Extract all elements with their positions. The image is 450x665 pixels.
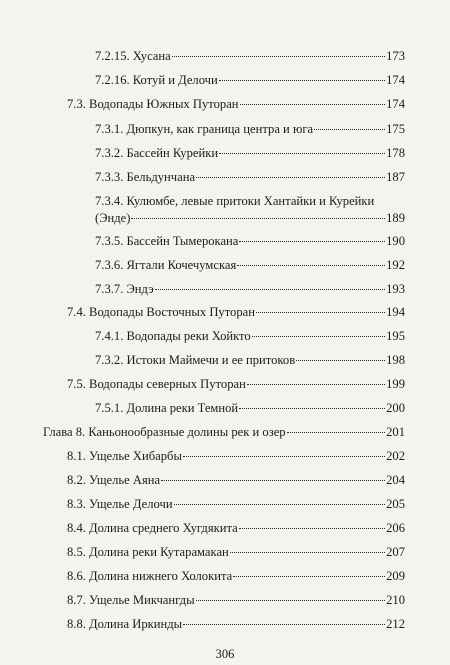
dot-leader [230,552,385,553]
dot-leader [161,480,385,481]
toc-line [95,353,405,368]
dot-leader [287,432,386,433]
dot-leader [237,265,385,266]
toc-title: 8.2. Ущелье Аяна [67,473,161,487]
toc-page-number: 195 [386,329,405,343]
toc-page-number: 206 [386,521,405,535]
toc-title: 7.4.1. Водопады реки Хойкто [95,329,251,343]
dot-leader [239,528,385,529]
toc-page-number: 190 [386,234,405,248]
toc-page-number: 194 [386,305,405,319]
toc-line [95,211,405,226]
toc-page-number: 209 [386,569,405,583]
toc-page-number: 173 [386,49,405,63]
toc-title: 7.3.4. Кулюмбе, левые притоки Хантайки и Курейки [95,194,375,208]
dot-leader [183,624,385,625]
toc-title: 8.3. Ущелье Делочи [67,497,173,511]
toc-page-number: 193 [386,282,405,296]
dot-leader [256,312,385,313]
toc-line [95,329,405,344]
toc-page-number: 174 [386,97,405,111]
toc-line [43,425,405,440]
toc-page-number: 210 [386,593,405,607]
dot-leader [219,153,385,154]
toc-line [67,617,405,632]
dot-leader [183,456,385,457]
toc-title: 7.3.2. Бассейн Курейки [95,146,219,160]
toc-page-number: 189 [386,211,405,225]
dot-leader [131,218,385,219]
toc-page-number: 178 [386,146,405,160]
toc-line [95,146,405,161]
dot-leader [155,289,385,290]
toc-title: 7.5. Водопады северных Путоран [67,377,246,391]
toc-page-number: 204 [386,473,405,487]
toc-title: 7.2.16. Котуй и Делочи [95,73,218,87]
toc-title: 7.3.3. Бельдунчана [95,170,196,184]
toc-title: 7.3.5. Бассейн Тымерокана [95,234,239,248]
toc-page-number: 192 [386,258,405,272]
toc-page-number: 202 [386,449,405,463]
toc-line [95,73,405,88]
dot-leader [239,241,385,242]
dot-leader [247,384,385,385]
toc-line [67,305,405,320]
toc-page-number: 207 [386,545,405,559]
toc-line [67,545,405,560]
dot-leader [314,129,385,130]
toc-page-number: 212 [386,617,405,631]
toc-line [95,170,405,185]
toc-line [95,258,405,273]
toc-line [67,97,405,112]
page-number-footer: 306 [215,647,235,661]
toc-line [67,497,405,512]
toc-line [95,401,405,416]
toc-title: 7.4. Водопады Восточных Путоран [67,305,255,319]
dot-leader [252,336,385,337]
toc-line [95,234,405,249]
dot-leader [196,177,385,178]
toc-title: 7.2.15. Хусана [95,49,171,63]
toc-line [95,122,405,137]
toc-page-number: 205 [386,497,405,511]
toc-title: 7.3. Водопады Южных Путоран [67,97,239,111]
toc-line [67,449,405,464]
dot-leader [239,408,385,409]
toc-title: 7.3.2. Истоки Маймечи и ее притоков [95,353,296,367]
toc-title: 7.5.1. Долина реки Темной [95,401,239,415]
toc-title: 7.3.7. Эндэ [95,282,154,296]
dot-leader [196,600,386,601]
toc-line [95,282,405,297]
toc-line [67,593,405,608]
toc-title: 8.1. Ущелье Хибарбы [67,449,182,463]
toc-title: 7.3.6. Ягтали Кочечумская [95,258,237,272]
toc-line [95,49,405,64]
toc-page-number: 199 [386,377,405,391]
toc-line [67,473,405,488]
toc-line [67,377,405,392]
dot-leader [174,504,386,505]
dot-leader [240,104,386,105]
toc-page-number: 175 [386,122,405,136]
toc-page-number: 201 [386,425,405,439]
toc-title: 8.5. Долина реки Кутарамакан [67,545,229,559]
dot-leader [219,80,385,81]
toc-page-number: 200 [386,401,405,415]
toc-page-number: 187 [386,170,405,184]
toc-title: 8.8. Долина Иркинды [67,617,183,631]
toc-title: 8.7. Ущелье Микчангды [67,593,195,607]
dot-leader [296,360,385,361]
toc-page-number: 174 [386,73,405,87]
toc-line [67,569,405,584]
toc-title: 8.6. Долина нижнего Холокита [67,569,233,583]
dot-leader [233,576,385,577]
dot-leader [172,56,385,57]
toc-page-number: 198 [386,353,405,367]
toc-title: Глава 8. Каньонообразные долины рек и озер [43,425,286,439]
toc-title: 8.4. Долина среднего Хугдякита [67,521,238,535]
toc-line [67,521,405,536]
toc-title: 7.3.1. Дюпкун, как граница центра и юга [95,122,314,136]
toc-title-continuation: (Энде) [95,211,131,225]
